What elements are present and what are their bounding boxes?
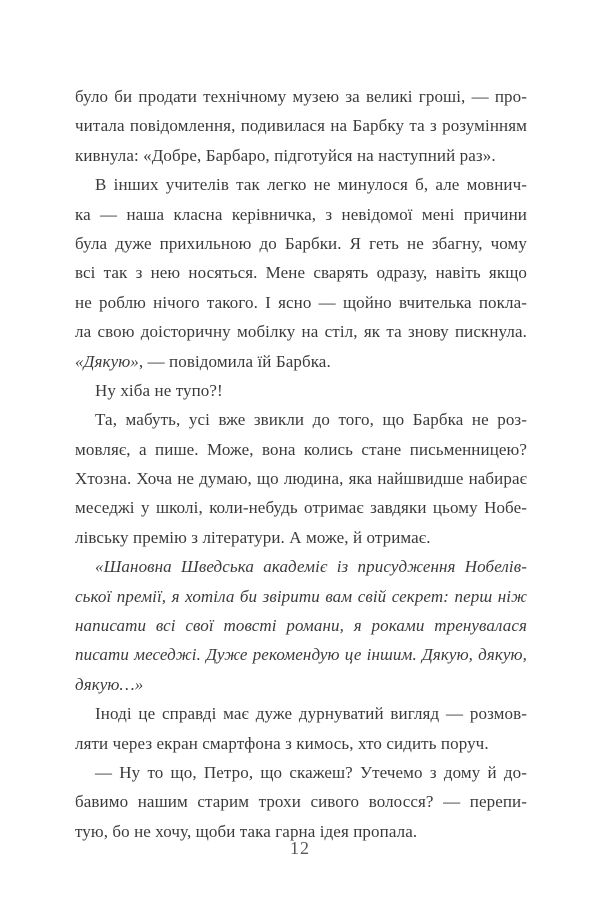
text-line: ка — наша класна керівничка, з невідомої мені причини	[75, 204, 527, 224]
text-span: «Дякую»	[75, 351, 139, 371]
page-body-text	[75, 82, 527, 846]
text-span: , — повідомила їй Барбка.	[138, 351, 331, 371]
text-line: Іноді це справді має дуже дурнуватий вигляд — розмов-	[95, 704, 527, 724]
text-line: була дуже прихильною до Барбки. Я геть не збагну, чому	[75, 233, 527, 253]
text-line	[75, 347, 527, 376]
text-line: лівську премію з літератури. А може, й отримає.	[75, 527, 431, 547]
text-line: ляти через екран смартфона з кимось, хто сидить поруч.	[75, 733, 489, 753]
text-line: писати меседжі. Дуже рекомендую це іншим. Дякую, дякую,	[75, 645, 527, 665]
text-line: написати всі свої товсті романи, я роками тренувалася	[75, 616, 527, 636]
text-line: В інших учителів так легко не минулося б, але мовнич-	[95, 175, 527, 195]
text-line: — Ну то що, Петро, що скажеш? Утечемо з дому й до-	[95, 762, 527, 782]
text-line: «Шановна Шведська академіє із присудження Нобелів-	[95, 557, 527, 577]
text-line: читала повідомлення, подивилася на Барбку та з розумінням	[75, 116, 527, 136]
text-line: дякую…»	[75, 674, 144, 694]
text-line: бавимо нашим старим трохи сивого волосся? — перепи-	[75, 792, 527, 812]
text-line: всі так з нею носяться. Мене сварять одразу, навіть якщо	[75, 263, 527, 283]
page-number: 12	[290, 838, 310, 858]
text-line: кивнула: «Добре, Барбаро, підготуйся на наступний раз».	[75, 145, 496, 165]
text-line: ла свою доісторичну мобілку на стіл, як та знову пискнула.	[75, 322, 527, 342]
text-line: меседжі у школі, коли-небудь отримає завдяки цьому Нобе-	[75, 498, 527, 518]
text-line: тую, бо не хочу, щоби така гарна ідея пропала.	[75, 821, 418, 841]
text-line: не роблю нічого такого. І ясно — щойно вчителька покла-	[75, 292, 527, 312]
text-line: Ну хіба не тупо?!	[95, 380, 223, 400]
text-line: Та, мабуть, усі вже звикли до того, що Барбка не роз-	[95, 410, 527, 430]
text-line: Хтозна. Хоча не думаю, що людина, яка найшвидше набирає	[75, 469, 527, 489]
text-line: було би продати технічному музею за великі гроші, — про-	[75, 87, 527, 106]
text-line: ської премії, я хотіла би звірити вам свій секрет: перш ніж	[75, 586, 527, 606]
text-line: мовляє, а пише. Може, вона колись стане письменницею?	[75, 439, 527, 459]
